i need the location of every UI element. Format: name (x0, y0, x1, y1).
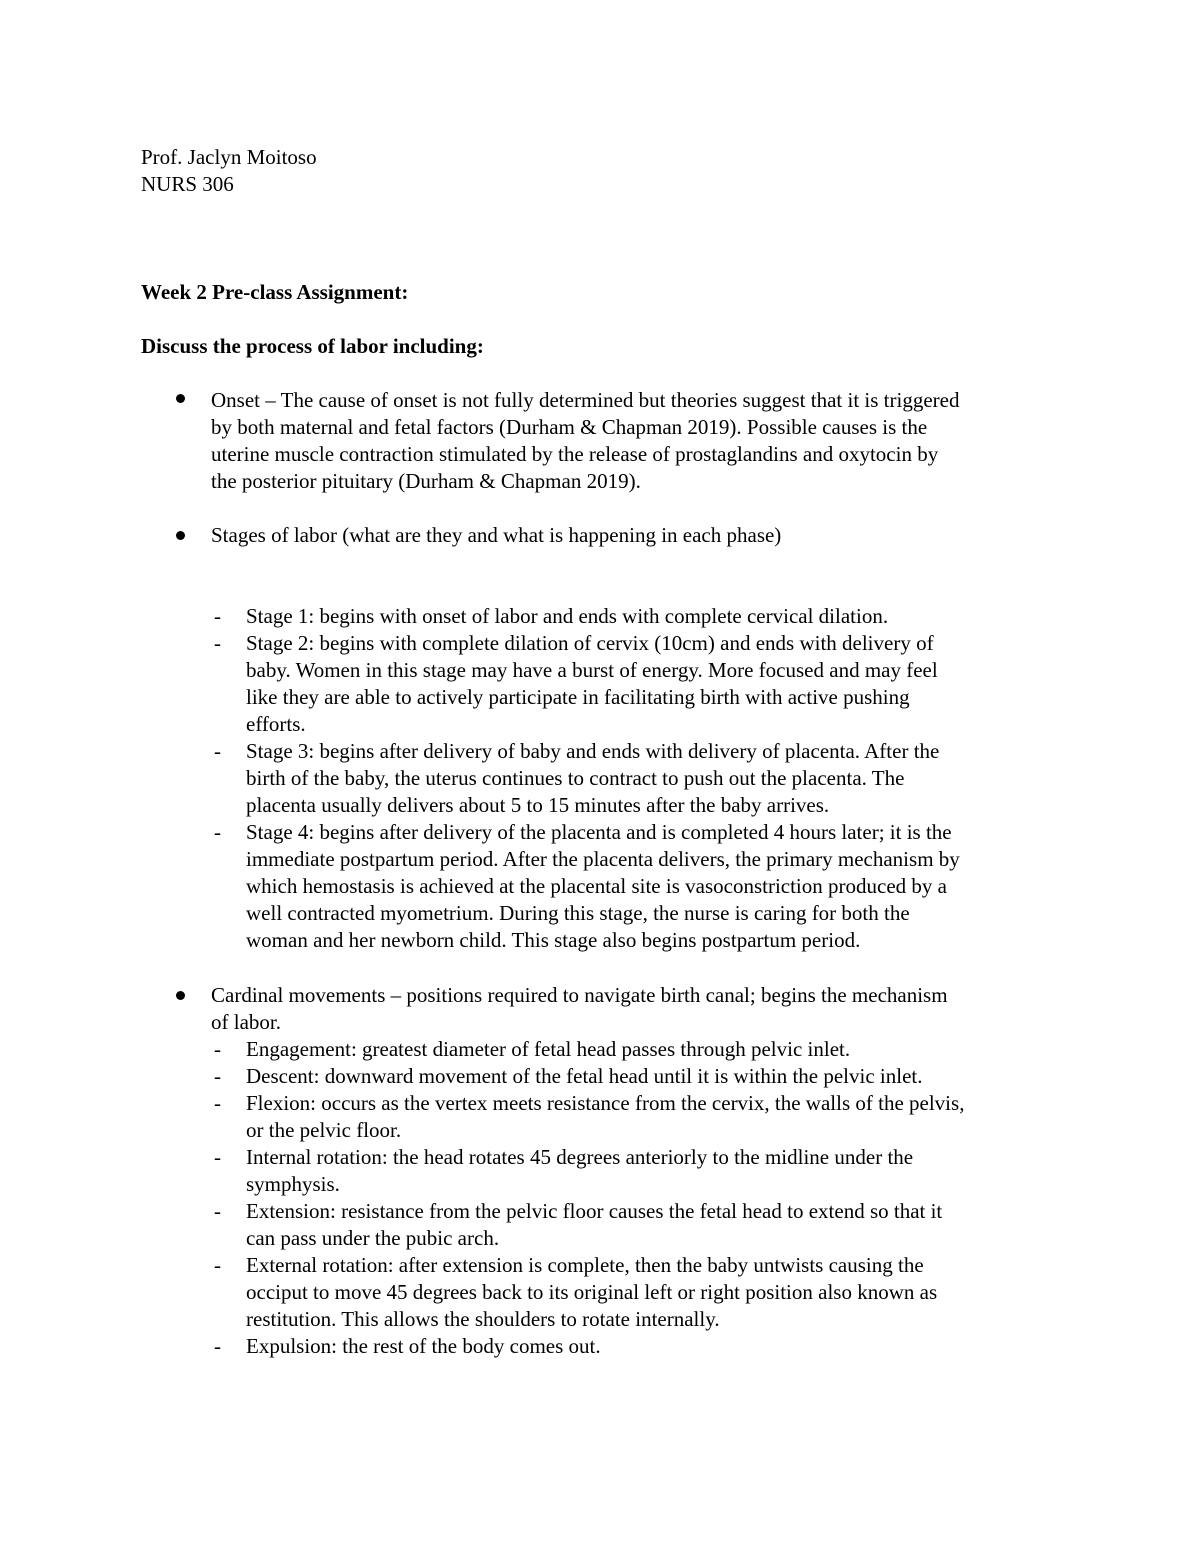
movement-line: Internal rotation: the head rotates 45 degrees anteriorly to the midline under the (246, 1145, 914, 1169)
professor-name: Prof. Jaclyn Moitoso (141, 145, 317, 169)
movement-line: symphysis. (246, 1172, 340, 1196)
dash-icon: - (214, 1145, 221, 1169)
stages-heading: Stages of labor (what are they and what is happening in each phase) (211, 523, 782, 547)
course-code: NURS 306 (141, 172, 234, 196)
movement-line: can pass under the pubic arch. (246, 1226, 500, 1250)
movement-line: restitution. This allows the shoulders to rotate internally. (246, 1307, 720, 1331)
movement-line: Expulsion: the rest of the body comes out. (246, 1334, 601, 1358)
stage-line: birth of the baby, the uterus continues to contract to push out the placenta. The (246, 766, 905, 790)
bullet-icon (176, 394, 185, 403)
cardinal-line: of labor. (211, 1010, 281, 1034)
stage-line: like they are able to actively participate in facilitating birth with active pushing (246, 685, 910, 709)
stage-line: placenta usually delivers about 5 to 15 minutes after the baby arrives. (246, 793, 830, 817)
movement-line: Descent: downward movement of the fetal head until it is within the pelvic inlet. (246, 1064, 923, 1088)
dash-icon: - (214, 1199, 221, 1223)
dash-icon: - (214, 820, 221, 844)
stage-line: Stage 3: begins after delivery of baby and ends with delivery of placenta. After the (246, 739, 940, 763)
dash-icon: - (214, 1064, 221, 1088)
stage-line: Stage 4: begins after delivery of the placenta and is completed 4 hours later; it is the (246, 820, 952, 844)
dash-icon: - (214, 1334, 221, 1358)
dash-icon: - (214, 604, 221, 628)
dash-icon: - (214, 1037, 221, 1061)
stage-line: baby. Women in this stage may have a burst of energy. More focused and may feel (246, 658, 938, 682)
movement-line: Flexion: occurs as the vertex meets resistance from the cervix, the walls of the pelvis, (246, 1091, 965, 1115)
dash-icon: - (214, 739, 221, 763)
bullet-icon (176, 991, 185, 1000)
movement-line: or the pelvic floor. (246, 1118, 402, 1142)
stage-line: immediate postpartum period. After the placenta delivers, the primary mechanism by (246, 847, 960, 871)
stage-line: which hemostasis is achieved at the placental site is vasoconstriction produced by a (246, 874, 947, 898)
movement-line: External rotation: after extension is complete, then the baby untwists causing the (246, 1253, 924, 1277)
prompt-heading: Discuss the process of labor including: (141, 334, 484, 358)
stage-line: Stage 1: begins with onset of labor and ends with complete cervical dilation. (246, 604, 889, 628)
onset-line: by both maternal and fetal factors (Durham & Chapman 2019). Possible causes is the (211, 415, 928, 439)
stage-line: Stage 2: begins with complete dilation of cervix (10cm) and ends with delivery of (246, 631, 934, 655)
onset-line: uterine muscle contraction stimulated by the release of prostaglandins and oxytocin by (211, 442, 939, 466)
bullet-icon (176, 531, 185, 540)
dash-icon: - (214, 1091, 221, 1115)
onset-line: Onset – The cause of onset is not fully determined but theories suggest that it is triggered (211, 388, 960, 412)
assignment-title: Week 2 Pre-class Assignment: (141, 280, 409, 304)
stage-line: woman and her newborn child. This stage also begins postpartum period. (246, 928, 861, 952)
movement-line: Engagement: greatest diameter of fetal head passes through pelvic inlet. (246, 1037, 851, 1061)
onset-line: the posterior pituitary (Durham & Chapman 2019). (211, 469, 641, 493)
stage-line: efforts. (246, 712, 306, 736)
cardinal-line: Cardinal movements – positions required to navigate birth canal; begins the mechanism (211, 983, 948, 1007)
stage-line: well contracted myometrium. During this stage, the nurse is caring for both the (246, 901, 910, 925)
movement-line: Extension: resistance from the pelvic floor causes the fetal head to extend so that it (246, 1199, 943, 1223)
dash-icon: - (214, 1253, 221, 1277)
movement-line: occiput to move 45 degrees back to its original left or right position also known as (246, 1280, 938, 1304)
dash-icon: - (214, 631, 221, 655)
